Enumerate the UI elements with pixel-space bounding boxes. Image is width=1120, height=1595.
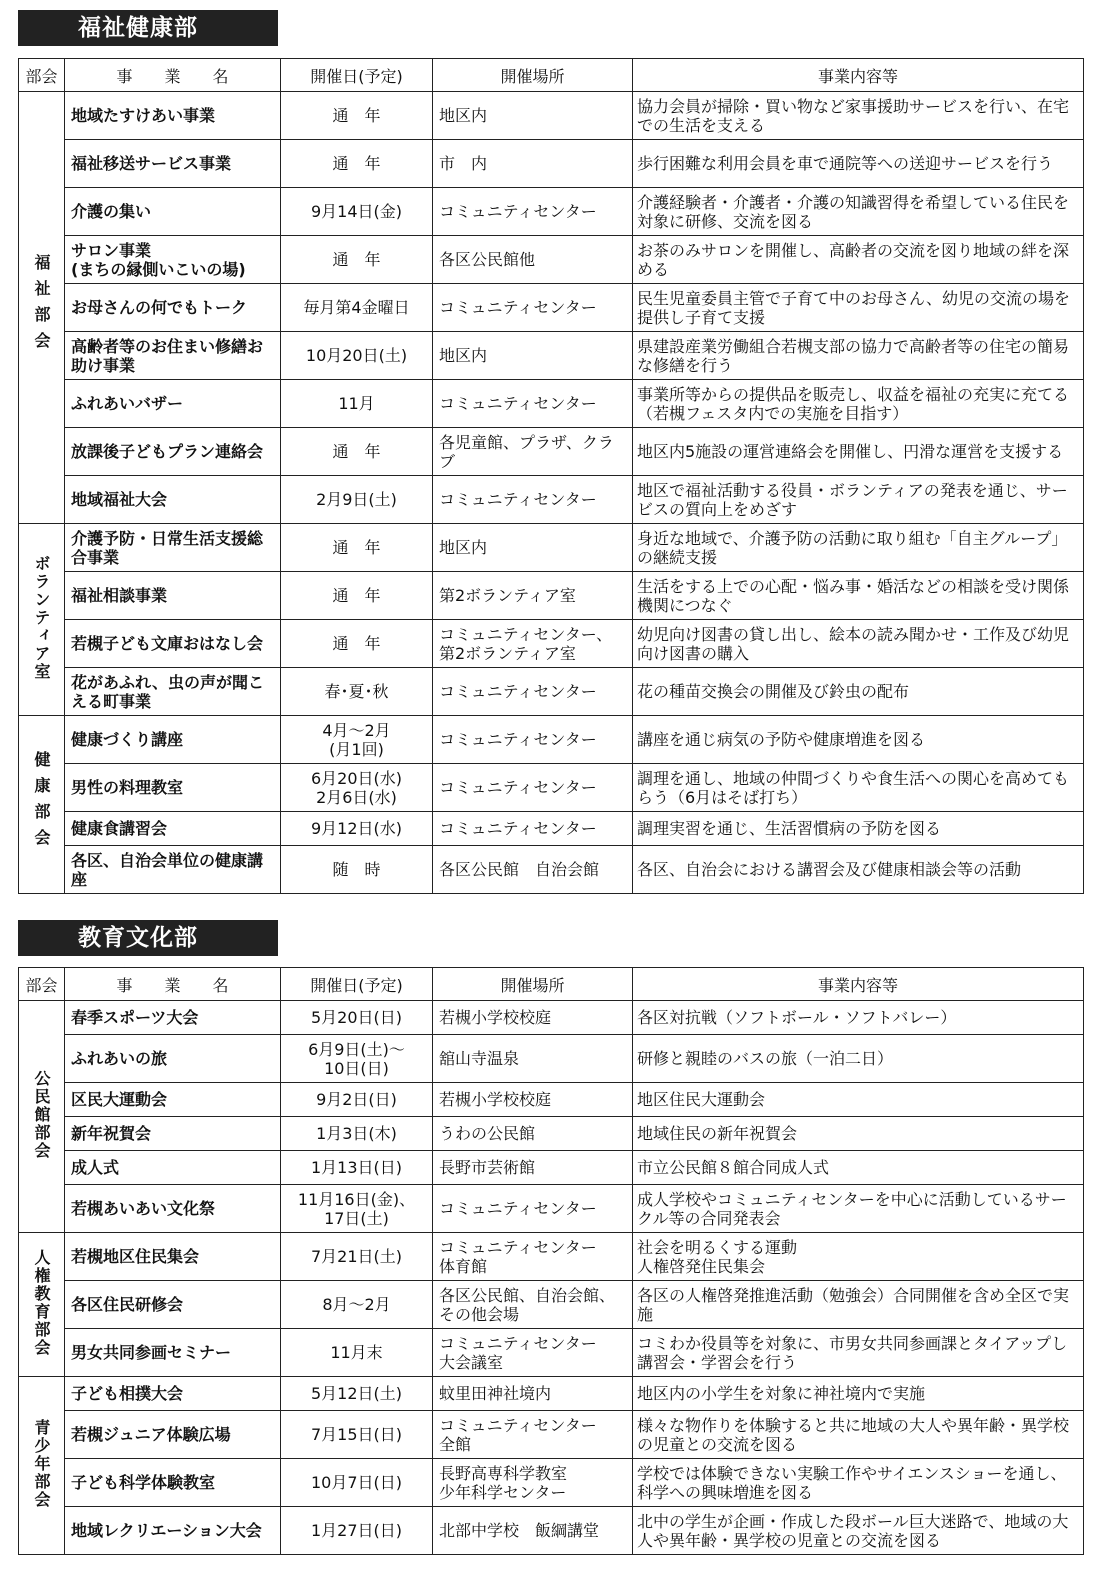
- event-date-cell: 7月21日(土): [281, 1233, 433, 1281]
- event-name-cell: 春季スポーツ大会: [65, 1001, 281, 1035]
- event-name-cell: 各区、自治会単位の健康講座: [65, 846, 281, 894]
- event-content-cell: 各区、自治会における講習会及び健康相談会等の活動: [633, 846, 1084, 894]
- event-content-cell: 各区対抗戦（ソフトボール・ソフトバレー）: [633, 1001, 1084, 1035]
- event-venue-cell: コミュニティセンター: [433, 812, 633, 846]
- event-venue-cell: 舘山寺温泉: [433, 1035, 633, 1083]
- table-row: [19, 1329, 1084, 1377]
- table-row: [19, 1151, 1084, 1185]
- table-row: [19, 812, 1084, 846]
- event-date-cell: 5月12日(土): [281, 1377, 433, 1411]
- dept-cell: [19, 92, 65, 524]
- event-content-cell: 民生児童委員主管で子育て中のお母さん、幼児の交流の場を提供し子育て支援: [633, 284, 1084, 332]
- event-name-cell: 男女共同参画セミナー: [65, 1329, 281, 1377]
- event-name-cell: 若槻ジュニア体験広場: [65, 1411, 281, 1459]
- event-content-cell: 地区内の小学生を対象に神社境内で実施: [633, 1377, 1084, 1411]
- event-date-cell: 10月20日(土): [281, 332, 433, 380]
- event-content-cell: 市立公民館８館合同成人式: [633, 1151, 1084, 1185]
- event-venue-cell: 地区内: [433, 92, 633, 140]
- table-row: [19, 236, 1084, 284]
- event-content-cell: 事業所等からの提供品を販売し、収益を福祉の充実に充てる（若槻フェスタ内での実施を目指す）: [633, 380, 1084, 428]
- event-name-cell: 男性の料理教室: [65, 764, 281, 812]
- event-name-cell: 成人式: [65, 1151, 281, 1185]
- event-venue-cell: 若槻小学校校庭: [433, 1001, 633, 1035]
- event-content-cell: 花の種苗交換会の開催及び鈴虫の配布: [633, 668, 1084, 716]
- event-name-cell: 介護予防・日常生活支援総合事業: [65, 524, 281, 572]
- event-date-cell: 9月14日(金): [281, 188, 433, 236]
- table-row: [19, 284, 1084, 332]
- event-name-cell: ふれあいの旅: [65, 1035, 281, 1083]
- event-name-cell: 子ども相撲大会: [65, 1377, 281, 1411]
- event-content-cell: 研修と親睦のバスの旅（一泊二日）: [633, 1035, 1084, 1083]
- dept-cell: [19, 1001, 65, 1233]
- event-date-cell: 通 年: [281, 140, 433, 188]
- event-venue-cell: コミュニティセンター 全館: [433, 1411, 633, 1459]
- event-date-cell: 5月20日(日): [281, 1001, 433, 1035]
- event-venue-cell: 各区公民館 自治会館: [433, 846, 633, 894]
- event-date-cell: 8月～2月: [281, 1281, 433, 1329]
- table-row: [19, 188, 1084, 236]
- table-row: [19, 1507, 1084, 1555]
- event-name-cell: 地域福祉大会: [65, 476, 281, 524]
- header-venue: 開催場所: [433, 968, 633, 1001]
- event-venue-cell: 蚊里田神社境内: [433, 1377, 633, 1411]
- event-venue-cell: コミュニティセンター、第2ボランティア室: [433, 620, 633, 668]
- table-row: [19, 140, 1084, 188]
- event-content-cell: コミわか役員等を対象に、市男女共同参画課とタイアップし講習会・学習会を行う: [633, 1329, 1084, 1377]
- header-dept: 部会: [19, 59, 65, 92]
- event-venue-cell: 各児童館、プラザ、クラブ: [433, 428, 633, 476]
- event-name-cell: 新年祝賀会: [65, 1117, 281, 1151]
- event-date-cell: 2月9日(土): [281, 476, 433, 524]
- event-date-cell: 11月16日(金)、 17日(土): [281, 1185, 433, 1233]
- table-row: [19, 1281, 1084, 1329]
- event-name-cell: 若槻あいあい文化祭: [65, 1185, 281, 1233]
- event-date-cell: 通 年: [281, 428, 433, 476]
- event-venue-cell: コミュニティセンター: [433, 188, 633, 236]
- event-content-cell: 地区住民大運動会: [633, 1083, 1084, 1117]
- dept-label: 人権教育部会: [32, 1248, 51, 1357]
- table-row: [19, 1001, 1084, 1035]
- event-date-cell: 6月20日(水) 2月6日(水): [281, 764, 433, 812]
- event-venue-cell: コミュニティセンター 大会議室: [433, 1329, 633, 1377]
- event-venue-cell: 若槻小学校校庭: [433, 1083, 633, 1117]
- welfare-health-table: [18, 58, 1084, 894]
- dept-label: 健康部会: [32, 750, 51, 855]
- event-date-cell: 7月15日(日): [281, 1411, 433, 1459]
- table-row: [19, 476, 1084, 524]
- event-content-cell: 生活をする上での心配・悩み事・婚活などの相談を受け関係機関につなぐ: [633, 572, 1084, 620]
- event-date-cell: 11月: [281, 380, 433, 428]
- event-venue-cell: 地区内: [433, 332, 633, 380]
- event-date-cell: 11月末: [281, 1329, 433, 1377]
- event-venue-cell: コミュニティセンター 体育館: [433, 1233, 633, 1281]
- event-date-cell: 6月9日(土)～ 10日(日): [281, 1035, 433, 1083]
- table-row: [19, 764, 1084, 812]
- event-venue-cell: コミュニティセンター: [433, 380, 633, 428]
- event-name-cell: 区民大運動会: [65, 1083, 281, 1117]
- event-name-cell: 地域レクリエーション大会: [65, 1507, 281, 1555]
- table-row: [19, 572, 1084, 620]
- dept-cell: [19, 1233, 65, 1377]
- event-date-cell: 10月7日(日): [281, 1459, 433, 1507]
- event-content-cell: 歩行困難な利用会員を車で通院等への送迎サービスを行う: [633, 140, 1084, 188]
- event-content-cell: 北中の学生が企画・作成した段ボール巨大迷路で、地域の大人や異年齢・異学校の児童との交流を図る: [633, 1507, 1084, 1555]
- event-name-cell: 福祉移送サービス事業: [65, 140, 281, 188]
- event-name-cell: 花があふれ、虫の声が聞こえる町事業: [65, 668, 281, 716]
- event-name-cell: 放課後子どもプラン連絡会: [65, 428, 281, 476]
- header-date: 開催日(予定): [281, 968, 433, 1001]
- event-name-cell: ふれあいバザー: [65, 380, 281, 428]
- event-venue-cell: 北部中学校 飯綱講堂: [433, 1507, 633, 1555]
- table-row: [19, 428, 1084, 476]
- event-content-cell: 地域住民の新年祝賀会: [633, 1117, 1084, 1151]
- event-name-cell: 高齢者等のお住まい修繕お助け事業: [65, 332, 281, 380]
- table-row: [19, 846, 1084, 894]
- table-header-row: [19, 59, 1084, 92]
- event-date-cell: 春･夏･秋: [281, 668, 433, 716]
- dept-label: 福祉部会: [32, 253, 51, 358]
- header-name: 事 業 名: [65, 59, 281, 92]
- event-content-cell: 地区内5施設の運営連絡会を開催し、円滑な運営を支援する: [633, 428, 1084, 476]
- table-row: [19, 1083, 1084, 1117]
- event-content-cell: 学校では体験できない実験工作やサイエンスショーを通し、科学への興味増進を図る: [633, 1459, 1084, 1507]
- event-content-cell: 介護経験者・介護者・介護の知識習得を希望している住民を対象に研修、交流を図る: [633, 188, 1084, 236]
- table-row: [19, 92, 1084, 140]
- event-date-cell: 4月～2月 (月1回): [281, 716, 433, 764]
- event-name-cell: 健康食講習会: [65, 812, 281, 846]
- table-row: [19, 1459, 1084, 1507]
- event-content-cell: 地区で福祉活動する役員・ボランティアの発表を通じ、サービスの質向上をめざす: [633, 476, 1084, 524]
- event-name-cell: お母さんの何でもトーク: [65, 284, 281, 332]
- event-date-cell: 1月3日(木): [281, 1117, 433, 1151]
- header-date: 開催日(予定): [281, 59, 433, 92]
- event-venue-cell: 地区内: [433, 524, 633, 572]
- event-date-cell: 随 時: [281, 846, 433, 894]
- event-content-cell: 様々な物作りを体験すると共に地域の大人や異年齢・異学校の児童との交流を図る: [633, 1411, 1084, 1459]
- header-venue: 開催場所: [433, 59, 633, 92]
- event-content-cell: 講座を通じ病気の予防や健康増進を図る: [633, 716, 1084, 764]
- event-venue-cell: コミュニティセンター: [433, 764, 633, 812]
- section-title-education: 教育文化部: [18, 920, 278, 956]
- event-content-cell: お茶のみサロンを開催し、高齢者の交流を図り地域の絆を深める: [633, 236, 1084, 284]
- table-header-row: [19, 968, 1084, 1001]
- event-venue-cell: 各区公民館他: [433, 236, 633, 284]
- event-venue-cell: コミュニティセンター: [433, 284, 633, 332]
- event-content-cell: 調理を通し、地域の仲間づくりや食生活への関心を高めてもらう（6月はそば打ち）: [633, 764, 1084, 812]
- table-row: [19, 380, 1084, 428]
- event-name-cell: 介護の集い: [65, 188, 281, 236]
- event-venue-cell: コミュニティセンター: [433, 476, 633, 524]
- education-culture-table: [18, 967, 1084, 1555]
- event-content-cell: 各区の人権啓発推進活動（勉強会）合同開催を含め全区で実施: [633, 1281, 1084, 1329]
- event-name-cell: サロン事業 (まちの縁側いこいの場): [65, 236, 281, 284]
- event-content-cell: 調理実習を通じ、生活習慣病の予防を図る: [633, 812, 1084, 846]
- dept-cell: [19, 1377, 65, 1555]
- table-row: [19, 668, 1084, 716]
- event-name-cell: 若槻子ども文庫おはなし会: [65, 620, 281, 668]
- table-row: [19, 620, 1084, 668]
- dept-label: 公民館部会: [32, 1069, 51, 1160]
- event-date-cell: 通 年: [281, 92, 433, 140]
- event-venue-cell: 長野市芸術館: [433, 1151, 633, 1185]
- event-venue-cell: コミュニティセンター: [433, 1185, 633, 1233]
- dept-cell: [19, 716, 65, 894]
- event-venue-cell: 各区公民館、自治会館、その他会場: [433, 1281, 633, 1329]
- event-venue-cell: 長野高専科学教室 少年科学センター: [433, 1459, 633, 1507]
- event-name-cell: 若槻地区住民集会: [65, 1233, 281, 1281]
- table-row: [19, 1233, 1084, 1281]
- event-content-cell: 成人学校やコミュニティセンターを中心に活動しているサークル等の合同発表会: [633, 1185, 1084, 1233]
- event-venue-cell: うわの公民館: [433, 1117, 633, 1151]
- table-row: [19, 1377, 1084, 1411]
- table-row: [19, 1117, 1084, 1151]
- event-content-cell: 社会を明るくする運動 人権啓発住民集会: [633, 1233, 1084, 1281]
- table-row: [19, 332, 1084, 380]
- dept-cell: [19, 524, 65, 716]
- dept-label: ボランティア室: [32, 554, 51, 681]
- event-date-cell: 9月2日(日): [281, 1083, 433, 1117]
- event-venue-cell: 第2ボランティア室: [433, 572, 633, 620]
- event-name-cell: 福祉相談事業: [65, 572, 281, 620]
- header-name: 事 業 名: [65, 968, 281, 1001]
- event-content-cell: 身近な地域で、介護予防の活動に取り組む「自主グループ」の継続支援: [633, 524, 1084, 572]
- event-name-cell: 健康づくり講座: [65, 716, 281, 764]
- event-venue-cell: 市 内: [433, 140, 633, 188]
- table-row: [19, 716, 1084, 764]
- table-row: [19, 1035, 1084, 1083]
- event-date-cell: 通 年: [281, 524, 433, 572]
- event-name-cell: 地域たすけあい事業: [65, 92, 281, 140]
- event-date-cell: 9月12日(水): [281, 812, 433, 846]
- event-content-cell: 県建設産業労働組合若槻支部の協力で高齢者等の住宅の簡易な修繕を行う: [633, 332, 1084, 380]
- header-dept: 部会: [19, 968, 65, 1001]
- event-name-cell: 各区住民研修会: [65, 1281, 281, 1329]
- header-content: 事業内容等: [633, 59, 1084, 92]
- event-content-cell: 幼児向け図書の貸し出し、絵本の読み聞かせ・工作及び幼児向け図書の購入: [633, 620, 1084, 668]
- event-date-cell: 1月27日(日): [281, 1507, 433, 1555]
- table-row: [19, 1411, 1084, 1459]
- event-date-cell: 通 年: [281, 620, 433, 668]
- section-title-welfare: 福祉健康部: [18, 10, 278, 46]
- event-date-cell: 通 年: [281, 236, 433, 284]
- event-name-cell: 子ども科学体験教室: [65, 1459, 281, 1507]
- table-row: [19, 1185, 1084, 1233]
- table-row: [19, 524, 1084, 572]
- event-date-cell: 1月13日(日): [281, 1151, 433, 1185]
- event-date-cell: 毎月第4金曜日: [281, 284, 433, 332]
- event-content-cell: 協力会員が掃除・買い物など家事援助サービスを行い、在宅での生活を支える: [633, 92, 1084, 140]
- event-venue-cell: コミュニティセンター: [433, 716, 633, 764]
- event-venue-cell: コミュニティセンター: [433, 668, 633, 716]
- header-content: 事業内容等: [633, 968, 1084, 1001]
- dept-label: 青少年部会: [32, 1418, 51, 1509]
- event-date-cell: 通 年: [281, 572, 433, 620]
